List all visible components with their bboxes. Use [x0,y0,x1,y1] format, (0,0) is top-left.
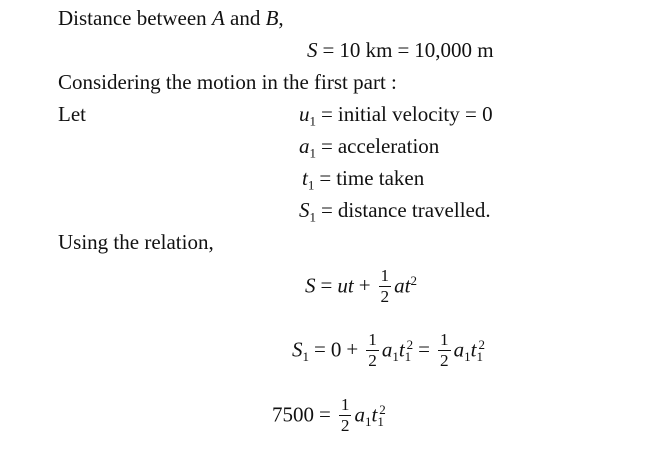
time-var: t [470,337,477,362]
intro-text: Distance between [58,6,212,30]
equals-sign: = [397,38,410,62]
def-var: t [302,166,308,190]
equals-sign: = [314,337,326,362]
relation-label: Using the relation, [58,230,214,254]
eq-term-ut: ut [337,273,354,298]
equals-sign: = [418,337,430,362]
fraction-numerator: 1 [438,331,451,351]
definition-s1 [299,198,491,225]
exponent: 2 [478,337,485,353]
accel-var: a [354,402,365,427]
fraction-denominator: 2 [340,416,350,436]
definition-t1 [302,166,425,193]
time-sub: 1 [404,348,412,364]
equals-sign: = [319,402,331,427]
fraction-numerator: 1 [379,267,392,287]
fraction-numerator: 1 [339,396,352,416]
point-b: B [265,6,279,30]
eq-lhs: S [305,273,316,298]
point-a: A [211,6,225,30]
plus-sign: + [346,337,359,362]
time-sub: 1 [377,413,384,429]
and-word: and [224,6,266,30]
accel-sub: 1 [364,413,372,429]
equals-sign: = [320,273,333,298]
distance-intro-line [58,8,284,29]
equals-sign: = [321,198,333,222]
exponent: 2 [410,273,417,289]
fraction-half [366,331,379,370]
def-text: acceleration [337,134,440,158]
def-var: S [299,198,310,222]
eq-lhs-var: S [292,337,303,362]
equation-kinematic [305,268,417,307]
distance-m: 10,000 m [414,38,494,62]
def-var: u [299,102,310,126]
def-text: time taken [336,166,425,190]
time-var: t [371,402,378,427]
definition-a1 [299,134,440,161]
exponent: 2 [379,402,386,418]
def-sub: 1 [309,113,317,129]
fraction-denominator: 2 [440,351,449,371]
def-text: initial velocity = 0 [337,102,493,126]
zero: 0 [330,337,342,362]
distance-var: S [307,38,318,62]
fraction-numerator: 1 [366,331,379,351]
eq-term-at: at [394,273,411,298]
def-text: distance travelled. [337,198,491,222]
definition-u1 [299,102,493,129]
equals-sign: = [322,38,335,62]
def-sub: 1 [309,145,317,161]
equals-sign: = [321,102,333,126]
time-sub: 1 [476,348,483,364]
eq-lhs-value: 7500 [272,402,314,427]
accel-var: a [453,337,465,362]
time-var: t [398,337,405,362]
equals-sign: = [319,166,332,190]
def-sub: 1 [309,209,317,225]
equals-sign: = [321,134,333,158]
fraction-half [339,396,352,435]
fraction-denominator: 2 [380,287,390,307]
def-var: a [299,134,310,158]
fraction-half [438,331,451,370]
exponent: 2 [406,337,414,353]
accel-sub: 1 [392,348,399,364]
fraction-denominator: 2 [368,351,377,371]
distance-equation [307,40,494,61]
equation-first-part [292,332,485,371]
accel-sub: 1 [464,348,471,364]
eq-lhs-sub: 1 [302,348,310,364]
def-sub: 1 [307,177,315,193]
comma: , [278,6,284,30]
let-label: Let [58,102,86,126]
plus-sign: + [358,273,371,298]
fraction-half [379,267,392,306]
accel-var: a [381,337,393,362]
equation-7500 [272,397,386,436]
considering-line: Considering the motion in the first part : [58,70,397,94]
distance-km: 10 km [339,38,393,62]
